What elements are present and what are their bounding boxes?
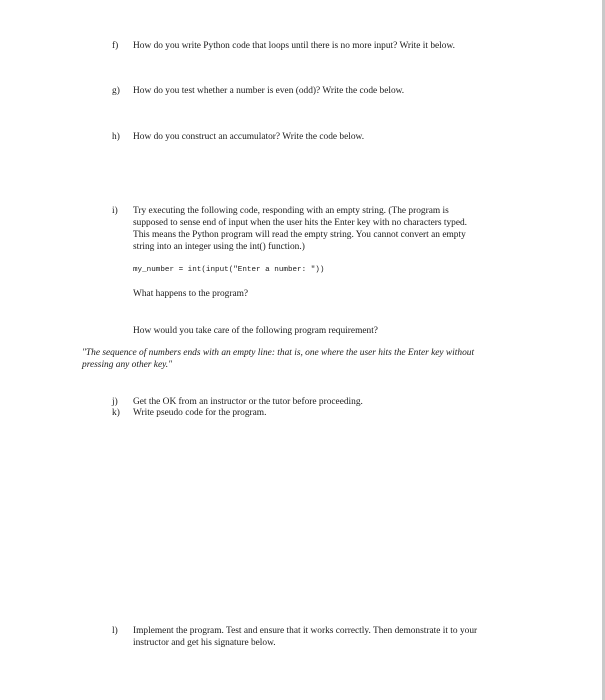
question-g: [112, 85, 542, 97]
question-j-label: j): [112, 397, 118, 407]
question-h-text: How do you construct an accumulator? Write the code below.: [133, 132, 365, 142]
question-l-label: l): [112, 626, 118, 636]
question-i-line-2: supposed to sense end of input when the user hits the Enter key with no characters typed.: [133, 218, 468, 228]
code-snippet: my_number = int(input("Enter a number: ")): [133, 266, 325, 274]
question-k-label: k): [112, 408, 120, 418]
question-l-line-1: Implement the program. Test and ensure that it works correctly. Then demonstrate it to your: [133, 626, 478, 636]
question-i: [112, 205, 552, 253]
requirement-quote: [82, 347, 562, 371]
question-i-line-1: Try executing the following code, responding with an empty string. (The program is: [133, 206, 449, 216]
question-i-line-3: This means the Python program will read the empty string. You cannot convert an empty: [133, 230, 466, 240]
requirement-question: How would you take care of the following program requirement?: [133, 326, 378, 336]
requirement-quote-line-1: "The sequence of numbers ends with an empty line: that is, one where the user hits the Enter key without: [82, 348, 475, 358]
question-f: [112, 40, 542, 52]
requirement-quote-line-2: pressing any other key.": [82, 360, 173, 370]
question-g-text: How do you test whether a number is even (odd)? Write the code below.: [133, 86, 405, 96]
question-k-text: Write pseudo code for the program.: [133, 408, 267, 418]
question-l: [112, 625, 552, 649]
question-k: [112, 407, 542, 419]
question-j-text: Get the OK from an instructor or the tutor before proceeding.: [133, 397, 363, 407]
question-i-label: i): [112, 206, 118, 216]
question-l-line-2: instructor and get his signature below.: [133, 638, 276, 648]
question-h: [112, 131, 542, 143]
question-h-label: h): [112, 132, 120, 142]
question-i-line-4: string into an integer using the int() function.): [133, 242, 305, 252]
question-f-text: How do you write Python code that loops until there is no more input? Write it below.: [133, 41, 455, 51]
question-f-label: f): [112, 41, 119, 51]
question-i-followup: What happens to the program?: [133, 289, 249, 299]
question-g-label: g): [112, 86, 120, 96]
